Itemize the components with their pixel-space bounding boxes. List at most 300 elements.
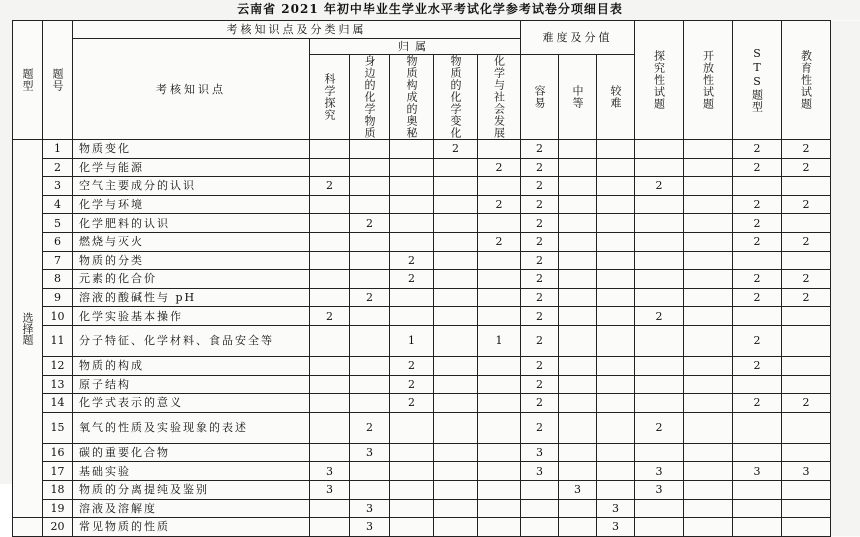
category-value [478,443,521,462]
row-number: 2 [43,158,73,177]
row-topic: 溶液的酸碱性与 pH [73,288,310,307]
row-number: 1 [43,140,73,159]
extra-value [733,443,782,462]
category-value [310,214,350,233]
category-value [478,251,521,270]
difficulty-value [597,251,635,270]
extra-value: 3 [782,462,831,481]
extra-value [635,195,684,214]
header-sub-1: 身边的化学物质 [350,55,390,140]
table-row [13,443,860,462]
difficulty-value [597,158,635,177]
extra-value [782,251,831,270]
category-value [478,140,521,159]
difficulty-value [559,394,597,413]
category-value [350,462,390,481]
difficulty-value [597,356,635,375]
category-value [390,214,434,233]
difficulty-value: 2 [521,251,559,270]
header-diff-1: 中等 [559,55,597,140]
extra-value: 2 [733,288,782,307]
table-row [13,177,860,196]
difficulty-value [597,480,635,499]
category-value [478,214,521,233]
category-value: 2 [390,251,434,270]
extra-value [782,375,831,394]
difficulty-value [597,270,635,289]
category-value [350,195,390,214]
extra-value: 2 [782,158,831,177]
category-value [310,158,350,177]
difficulty-value [559,356,597,375]
category-value [350,140,390,159]
extra-value [782,325,831,356]
extra-value: 3 [635,480,684,499]
category-value [390,177,434,196]
difficulty-value [597,177,635,196]
category-value [478,480,521,499]
difficulty-value [559,307,597,326]
table-row [13,214,860,233]
difficulty-value [559,251,597,270]
category-value: 2 [478,232,521,251]
difficulty-value: 3 [597,518,635,537]
category-value [478,412,521,443]
extra-value: 2 [733,356,782,375]
row-topic: 化学肥料的认识 [73,214,310,233]
row-number: 17 [43,462,73,481]
category-value [434,480,478,499]
extra-value [782,307,831,326]
extra-value [684,394,733,413]
category-value [434,307,478,326]
extra-value [684,140,733,159]
row-topic: 常见物质的性质 [73,518,310,537]
row-topic: 化学实验基本操作 [73,307,310,326]
category-value [350,356,390,375]
row-topic: 物质的分离提纯及鉴别 [73,480,310,499]
table-row [13,288,860,307]
extra-value [635,443,684,462]
difficulty-value: 2 [521,375,559,394]
question-type-label: 选择题 [21,312,34,345]
extra-value [733,499,782,518]
category-value: 3 [310,480,350,499]
difficulty-value: 2 [521,195,559,214]
difficulty-value [597,288,635,307]
row-topic: 化学与能源 [73,158,310,177]
difficulty-value: 2 [521,232,559,251]
difficulty-value: 2 [521,307,559,326]
category-value [310,195,350,214]
category-value: 2 [390,356,434,375]
extra-value: 2 [733,140,782,159]
table-row [13,412,860,443]
category-value: 3 [310,462,350,481]
extra-value [635,140,684,159]
row-number: 12 [43,356,73,375]
extra-value [782,177,831,196]
category-value [310,412,350,443]
extra-value: 2 [635,412,684,443]
extra-value [684,375,733,394]
category-value: 3 [350,443,390,462]
difficulty-value [559,375,597,394]
difficulty-value [559,177,597,196]
document-title: 云南省 2021 年初中毕业生学业水平考试化学参考试卷分项细目表 [0,0,860,18]
category-value [434,251,478,270]
category-value [390,462,434,481]
row-topic: 物质变化 [73,140,310,159]
difficulty-value [597,232,635,251]
category-value [478,307,521,326]
difficulty-value [597,375,635,394]
category-value [478,394,521,413]
header-diff-0: 容易 [521,55,559,140]
row-number: 16 [43,443,73,462]
category-value [434,443,478,462]
category-value: 2 [350,412,390,443]
category-value [390,518,434,537]
header-tixing: 题型 [13,21,43,140]
category-value [350,394,390,413]
category-value [434,325,478,356]
difficulty-value [559,214,597,233]
category-value [434,232,478,251]
difficulty-value: 2 [521,325,559,356]
difficulty-value: 2 [521,158,559,177]
category-value: 2 [310,177,350,196]
row-topic: 物质的构成 [73,356,310,375]
category-value [478,288,521,307]
row-topic: 基础实验 [73,462,310,481]
difficulty-value [597,412,635,443]
extra-value [684,158,733,177]
difficulty-value: 2 [521,412,559,443]
difficulty-value: 3 [521,443,559,462]
extra-value [635,214,684,233]
extra-value [684,251,733,270]
category-value [350,158,390,177]
extra-value [684,270,733,289]
extra-value [684,412,733,443]
extra-value [635,499,684,518]
extra-value [733,412,782,443]
header-sub-3: 物质的化学变化 [434,55,478,140]
category-value [310,140,350,159]
category-value [350,375,390,394]
category-value [310,356,350,375]
table-row [13,251,860,270]
row-topic: 元素的化合价 [73,270,310,289]
difficulty-value: 2 [521,214,559,233]
table-row [13,270,860,289]
category-value [390,480,434,499]
category-value: 2 [350,288,390,307]
extra-value: 2 [782,270,831,289]
extra-value [684,518,733,537]
extra-value: 3 [635,462,684,481]
extra-value [635,288,684,307]
category-value [434,195,478,214]
table-row [13,140,860,159]
difficulty-value: 2 [521,177,559,196]
category-value: 2 [390,270,434,289]
header-extra-3: 教育性试题 [782,21,831,140]
header-guishu: 归属 [310,39,521,55]
extra-value [733,518,782,537]
extra-value [733,251,782,270]
extra-value [635,232,684,251]
extra-value [782,412,831,443]
category-value [434,356,478,375]
extra-value [635,394,684,413]
table-row [13,499,860,518]
category-value [310,499,350,518]
row-topic: 氧气的性质及实验现象的表述 [73,412,310,443]
extra-value [733,307,782,326]
category-value [478,462,521,481]
category-value: 2 [434,140,478,159]
category-value [434,288,478,307]
extra-value [635,158,684,177]
category-value [350,251,390,270]
row-topic: 化学式表示的意义 [73,394,310,413]
spec-table [12,20,860,537]
difficulty-value: 2 [521,356,559,375]
extra-value [684,443,733,462]
category-value: 2 [478,195,521,214]
extra-value: 2 [733,270,782,289]
category-value [310,270,350,289]
row-topic: 物质的分类 [73,251,310,270]
category-value [390,499,434,518]
table-row [13,518,860,537]
extra-value [684,232,733,251]
extra-value [684,462,733,481]
extra-value [635,325,684,356]
difficulty-value [521,518,559,537]
extra-value: 2 [733,158,782,177]
extra-value: 2 [733,325,782,356]
difficulty-value [559,518,597,537]
difficulty-value [597,140,635,159]
table-row [13,462,860,481]
extra-value: 2 [782,195,831,214]
extra-value [684,195,733,214]
extra-value [733,177,782,196]
category-value [434,394,478,413]
row-number: 15 [43,412,73,443]
category-value [478,356,521,375]
row-number: 6 [43,232,73,251]
extra-value [635,518,684,537]
difficulty-value [521,480,559,499]
difficulty-value [559,270,597,289]
category-value [350,307,390,326]
category-value [310,518,350,537]
header-sub-4: 化学与社会发展 [478,55,521,140]
difficulty-value [521,499,559,518]
category-value: 2 [310,307,350,326]
difficulty-value: 3 [521,462,559,481]
extra-value [684,288,733,307]
extra-value [684,307,733,326]
category-value [390,195,434,214]
extra-value [782,499,831,518]
category-value [434,412,478,443]
difficulty-value [559,462,597,481]
header-sub-0: 科学探究 [310,55,350,140]
row-number: 10 [43,307,73,326]
header-extra-0: 探究性试题 [635,21,684,140]
category-value [350,270,390,289]
extra-value [684,499,733,518]
extra-value: 2 [782,140,831,159]
row-topic: 分子特征、化学材料、食品安全等 [73,325,310,356]
category-value: 3 [350,499,390,518]
header-category: 考核知识点及分类归属 [73,21,521,39]
question-type-cell-empty [13,518,43,537]
category-value [390,307,434,326]
table-row [13,232,860,251]
question-type-cell [13,140,43,518]
category-value [478,270,521,289]
extra-value [782,356,831,375]
extra-value [782,480,831,499]
table-row [13,307,860,326]
category-value: 2 [478,158,521,177]
header-kaohe: 考核知识点 [73,39,310,140]
table-row [13,375,860,394]
header-extra-1: 开放性试题 [684,21,733,140]
row-topic: 燃烧与灭火 [73,232,310,251]
category-value [350,232,390,251]
category-value [350,177,390,196]
category-value: 3 [350,518,390,537]
category-value [350,325,390,356]
extra-value: 2 [635,307,684,326]
difficulty-value [559,412,597,443]
row-number: 7 [43,251,73,270]
category-value [390,158,434,177]
category-value [434,214,478,233]
extra-value [733,480,782,499]
category-value [310,288,350,307]
difficulty-value [559,232,597,251]
row-number: 19 [43,499,73,518]
row-number: 9 [43,288,73,307]
difficulty-value: 2 [521,394,559,413]
row-number: 11 [43,325,73,356]
table-row [13,394,860,413]
category-value [434,462,478,481]
extra-value [684,177,733,196]
category-value [434,270,478,289]
row-number: 3 [43,177,73,196]
extra-value: 2 [782,232,831,251]
row-topic: 化学与环境 [73,195,310,214]
category-value [478,375,521,394]
extra-value [782,443,831,462]
category-value [434,177,478,196]
header-difficulty: 难度及分值 [521,21,635,55]
difficulty-value [559,443,597,462]
row-number: 14 [43,394,73,413]
category-value: 1 [478,325,521,356]
category-value [310,394,350,413]
difficulty-value: 3 [559,480,597,499]
extra-value: 2 [733,394,782,413]
category-value: 2 [390,375,434,394]
table-row [13,158,860,177]
extra-value [635,375,684,394]
category-value [390,443,434,462]
row-number: 13 [43,375,73,394]
category-value [434,158,478,177]
extra-value: 2 [635,177,684,196]
header-tihao: 题号 [43,21,73,140]
difficulty-value [559,195,597,214]
extra-value [635,356,684,375]
extra-value [684,325,733,356]
table-row [13,195,860,214]
margin-blank [831,21,860,537]
difficulty-value [559,325,597,356]
table-row [13,480,860,499]
extra-value [684,214,733,233]
category-value [434,375,478,394]
extra-value: 2 [733,214,782,233]
extra-value [782,518,831,537]
difficulty-value: 2 [521,288,559,307]
category-value [434,499,478,518]
category-value [310,443,350,462]
row-number: 8 [43,270,73,289]
difficulty-value [597,307,635,326]
difficulty-value [597,443,635,462]
category-value: 2 [390,394,434,413]
extra-value: 3 [733,462,782,481]
difficulty-value [597,462,635,481]
category-value [478,518,521,537]
category-value [390,232,434,251]
row-number: 5 [43,214,73,233]
difficulty-value [559,158,597,177]
category-value [390,412,434,443]
difficulty-value [559,499,597,518]
category-value [310,251,350,270]
row-number: 4 [43,195,73,214]
difficulty-value [559,140,597,159]
difficulty-value: 2 [521,140,559,159]
extra-value: 2 [733,232,782,251]
table-row [13,356,860,375]
extra-value [635,270,684,289]
row-number: 20 [43,518,73,537]
header-extra-2: STS题型 [733,21,782,140]
extra-value [782,214,831,233]
category-value [350,480,390,499]
difficulty-value [597,325,635,356]
header-diff-2: 较难 [597,55,635,140]
difficulty-value: 2 [521,270,559,289]
category-value [478,499,521,518]
difficulty-value [597,214,635,233]
category-value: 1 [390,325,434,356]
extra-value: 2 [733,195,782,214]
category-value [390,140,434,159]
